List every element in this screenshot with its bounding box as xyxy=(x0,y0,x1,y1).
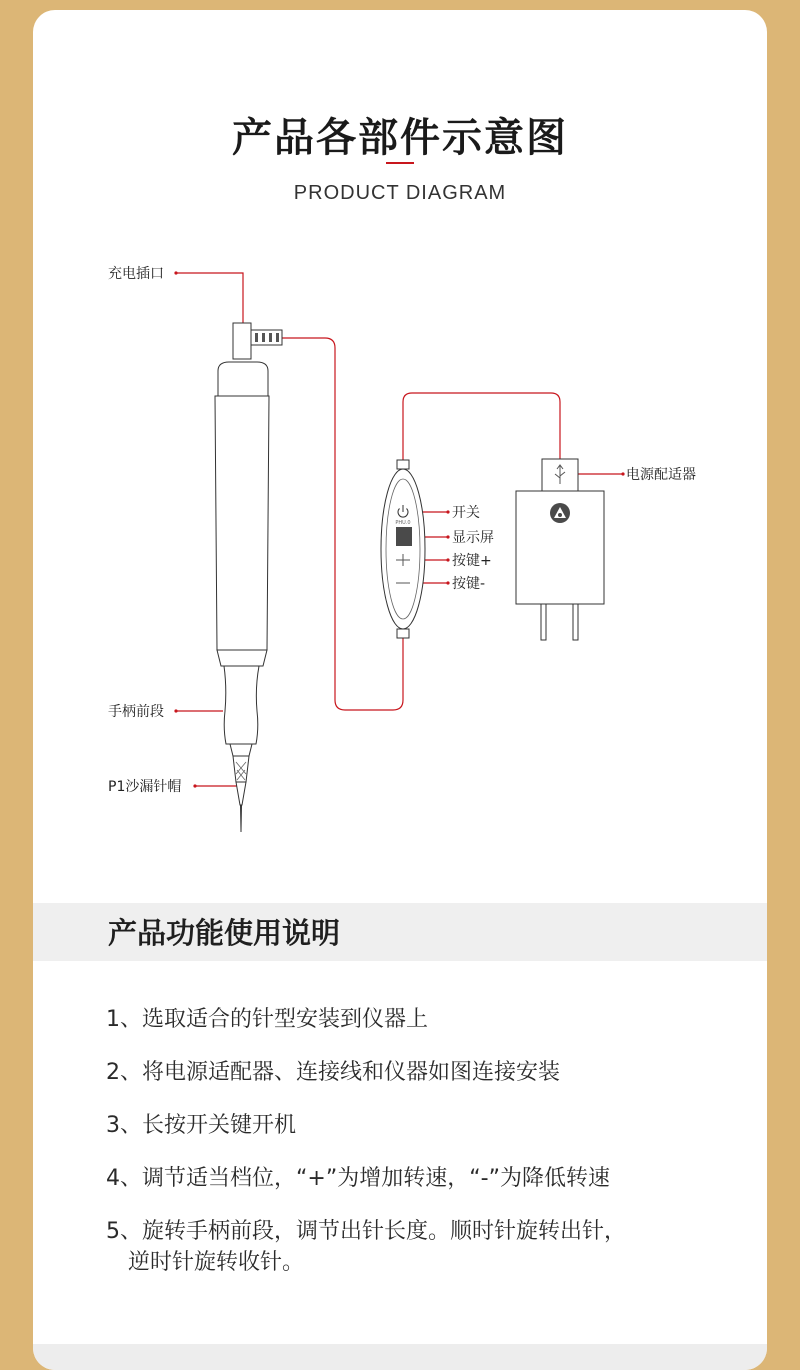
bottom-strip xyxy=(33,1344,767,1370)
label-adapter: 电源配适器 xyxy=(626,467,696,483)
label-key-plus: 按键+ xyxy=(452,553,492,569)
step-text: 3、长按开关键开机 xyxy=(106,1113,296,1138)
cable-controller-to-adapter xyxy=(403,393,560,460)
instructions-title: 产品功能使用说明 xyxy=(108,916,341,950)
pen-handpiece xyxy=(215,323,282,832)
power-adapter xyxy=(516,459,604,640)
step-text: 4、调节适当档位，“+”为增加转速，“-”为降低转速 xyxy=(106,1166,610,1191)
list-item xyxy=(106,1004,716,1035)
label-needle-cap: P1沙漏针帽 xyxy=(108,779,182,795)
instructions-header xyxy=(33,903,767,961)
product-card xyxy=(33,10,767,1370)
step-text: 2、将电源适配器、连接线和仪器如图连接安装 xyxy=(106,1060,560,1085)
display-screen xyxy=(396,527,412,546)
page-subtitle: PRODUCT DIAGRAM xyxy=(293,182,507,204)
list-item xyxy=(106,1163,716,1194)
speed-controller xyxy=(381,460,425,638)
instructions-list xyxy=(106,1004,716,1300)
label-display: 显示屏 xyxy=(452,530,494,546)
list-item xyxy=(106,1110,716,1141)
step-text: 1、选取适合的针型安装到仪器上 xyxy=(106,1007,428,1032)
list-item xyxy=(106,1057,716,1088)
label-key-minus: 按键- xyxy=(452,576,486,592)
list-item xyxy=(106,1216,716,1278)
controller-model-text: PHU.0 xyxy=(395,520,411,526)
brand-logo-icon xyxy=(550,503,570,523)
label-handle-front: 手柄前段 xyxy=(108,704,164,720)
product-diagram xyxy=(33,10,767,890)
page-title: 产品各部件示意图 xyxy=(232,115,568,161)
label-charging-port: 充电插口 xyxy=(108,266,164,282)
label-switch: 开关 xyxy=(452,505,480,521)
callout-charging-port xyxy=(176,273,243,323)
step-text: 5、旋转手柄前段，调节出针长度。顺时针旋转出针， xyxy=(106,1219,626,1244)
step-text-continued: 逆时针旋转收针。 xyxy=(128,1250,305,1275)
